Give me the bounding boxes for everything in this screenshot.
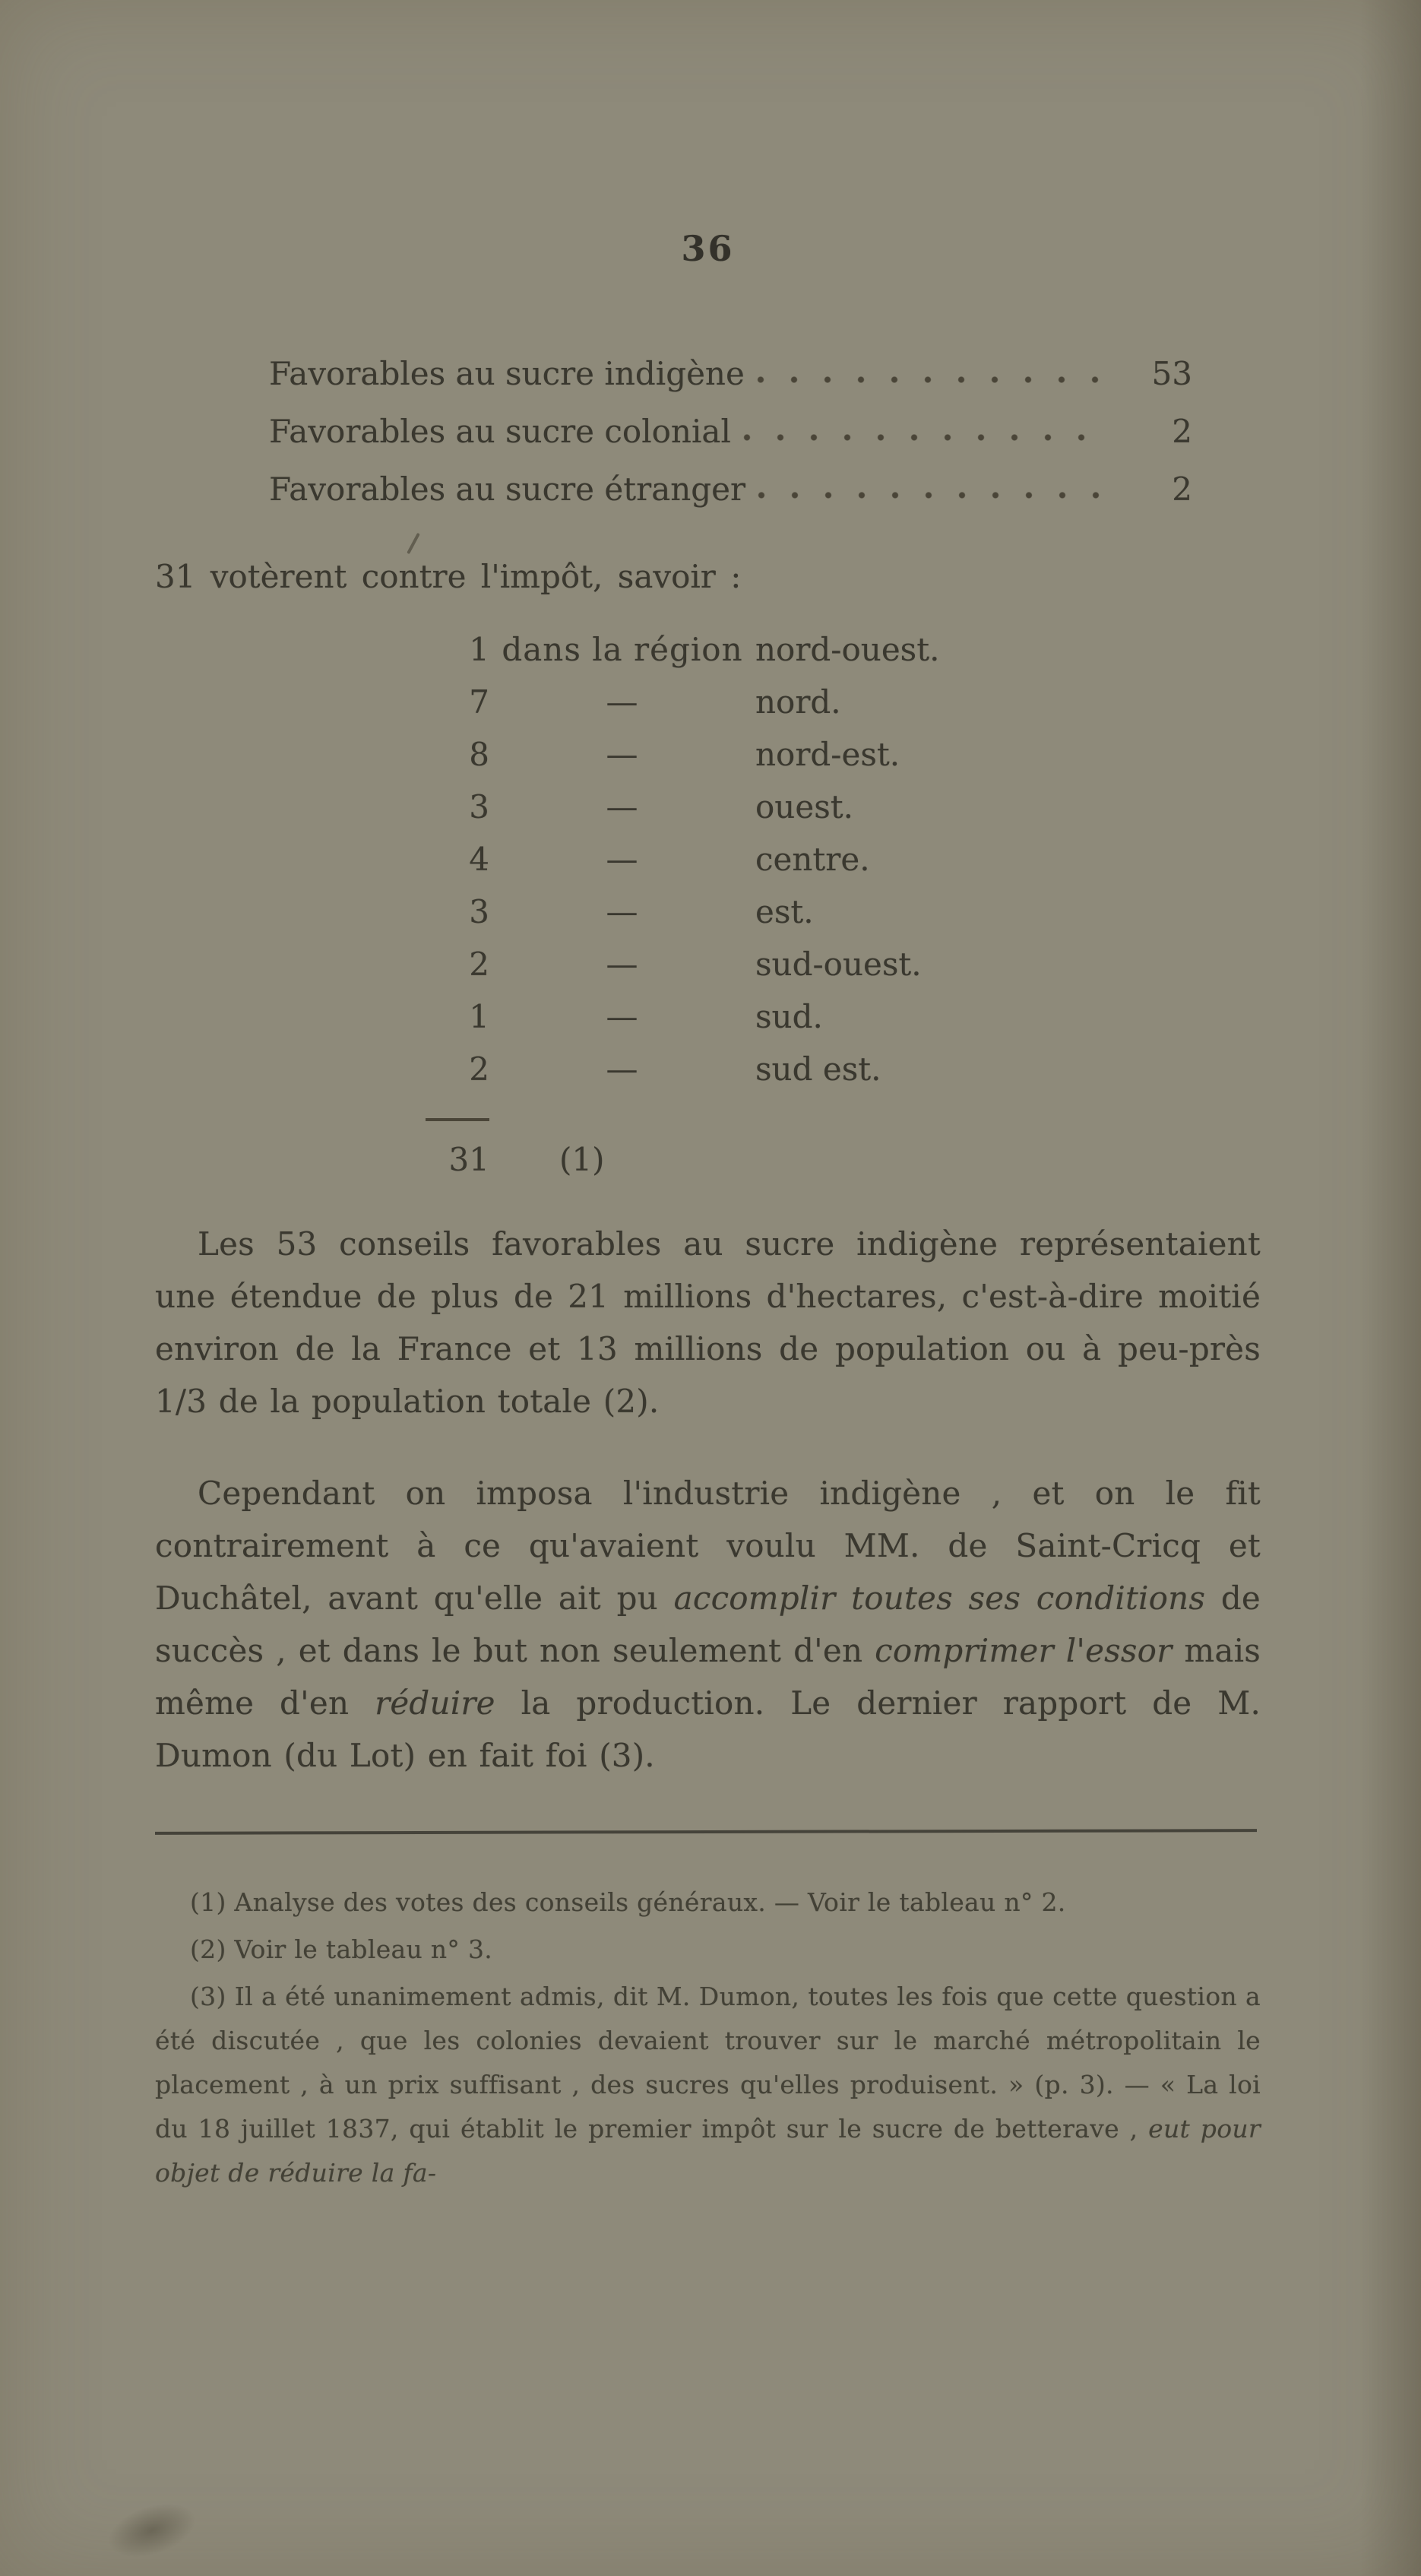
paragraph-2-italic: comprimer l'essor <box>875 1632 1173 1669</box>
footnote-3 <box>155 1975 1261 2195</box>
tally-separator: — <box>606 841 639 878</box>
page-content <box>155 228 1261 2198</box>
table-row <box>429 893 1261 946</box>
tally-count: 8 <box>469 736 489 773</box>
list-item <box>269 450 1192 508</box>
contre-intro-line: 31 votèrent contre l'impôt, savoir : <box>155 558 742 595</box>
tally-region: sud. <box>755 998 823 1035</box>
tally-separator: — <box>606 788 639 825</box>
paragraph-2-text: la production. Le dernier rapport de M. Dumon (du Lot) en fait foi (3). <box>155 1684 1261 1774</box>
footnote-3-italic: eut pour objet de réduire la fa- <box>155 2114 1261 2188</box>
table-row <box>429 1050 1261 1103</box>
tally-total-footnote-ref: (1) <box>559 1141 605 1178</box>
footnote-separator-rule <box>155 1829 1257 1835</box>
favorable-count: 53 <box>1151 354 1192 392</box>
tally-separator: — <box>606 998 639 1035</box>
tally-separator: dans la région <box>502 631 743 668</box>
tally-separator: — <box>606 1050 639 1088</box>
footnote-3-text: (3) Il a été unanimement admis, dit M. Dumon, toutes les fois que cette question a été discutée , que les colonies devaient trouver sur le marché métropolitain le placement , à un prix suffisant , des sucres qu'elles produisent. » (p. 3). — « La loi du 18 juillet 1837, qui établit le premier impôt sur le sucre de betterave , <box>155 1982 1261 2143</box>
page-number: 36 <box>681 228 735 269</box>
tally-count: 3 <box>469 788 489 825</box>
tally-count: 1 <box>469 998 489 1035</box>
tally-count: 3 <box>469 893 489 930</box>
favorable-count: 2 <box>1172 470 1192 508</box>
page-edge-shadow <box>1360 0 1421 2576</box>
table-row <box>429 946 1261 998</box>
favorable-count: 2 <box>1172 412 1192 450</box>
paragraph-2-text: mais même d'en <box>155 1632 1261 1722</box>
tally-region: nord. <box>755 683 841 721</box>
list-item <box>269 334 1192 392</box>
favorable-label: Favorables au sucre étranger <box>269 470 746 508</box>
tally-region: nord-ouest. <box>755 631 940 668</box>
sum-rule <box>426 1118 489 1121</box>
tally-count: 2 <box>469 946 489 983</box>
favorable-label: Favorables au sucre indigène <box>269 354 745 392</box>
tally-separator: — <box>606 893 639 930</box>
table-row <box>429 998 1261 1050</box>
table-row <box>429 736 1261 788</box>
tally-region: centre. <box>755 841 870 878</box>
paragraph-2-italic: accomplir toutes ses conditions <box>673 1580 1206 1617</box>
tally-separator: — <box>606 736 639 773</box>
tally-region: sud est. <box>755 1050 881 1088</box>
tally-region: nord-est. <box>755 736 900 773</box>
paragraph-2-italic: réduire <box>375 1684 495 1722</box>
list-item <box>269 392 1192 450</box>
tally-count: 2 <box>469 1050 489 1088</box>
tally-sum-rule-row <box>429 1118 1261 1121</box>
tally-region: ouest. <box>755 788 853 825</box>
tally-region: est. <box>755 893 814 930</box>
table-row <box>429 841 1261 893</box>
paragraph-2 <box>155 1467 1261 1782</box>
favorables-list <box>269 334 1192 508</box>
tally-count: 7 <box>469 683 489 721</box>
tally-total: 31 <box>448 1141 489 1178</box>
tally-separator: — <box>606 946 639 983</box>
tally-count: 1 <box>469 631 489 668</box>
table-row <box>429 631 1261 683</box>
dot-leader <box>743 434 1110 441</box>
paragraph-2-text: de succès , et dans le but non seulement d'en <box>155 1580 1261 1669</box>
tally-region: sud-ouest. <box>755 946 922 983</box>
tally-count: 4 <box>469 841 489 878</box>
scan-corner-smudge <box>101 2493 203 2568</box>
table-row <box>429 788 1261 841</box>
paragraph-1: Les 53 conseils favorables au sucre indigène représentaient une étendue de plus de 21 millions d'hectares, c'est-à-dire moitié environ de la France et 13 millions de population ou à peu-près 1/3 de la population totale (2). <box>155 1225 1261 1420</box>
tally-separator: — <box>606 683 639 721</box>
tally-total-row <box>429 1141 1261 1178</box>
table-row <box>429 683 1261 736</box>
footnote-2: (2) Voir le tableau n° 3. <box>190 1934 493 1964</box>
region-tally-table <box>429 631 1261 1178</box>
dot-leader <box>757 376 1110 383</box>
dot-leader <box>758 492 1110 499</box>
footnote-1: (1) Analyse des votes des conseils généraux. — Voir le tableau n° 2. <box>190 1887 1066 1917</box>
favorable-label: Favorables au sucre colonial <box>269 412 731 450</box>
paragraph-2-text: Cependant on imposa l'industrie indigène , et on le fit contrairement à ce qu'avaient voulu MM. de Saint-Cricq et Duchâtel, avant qu'elle ait pu <box>155 1475 1261 1617</box>
